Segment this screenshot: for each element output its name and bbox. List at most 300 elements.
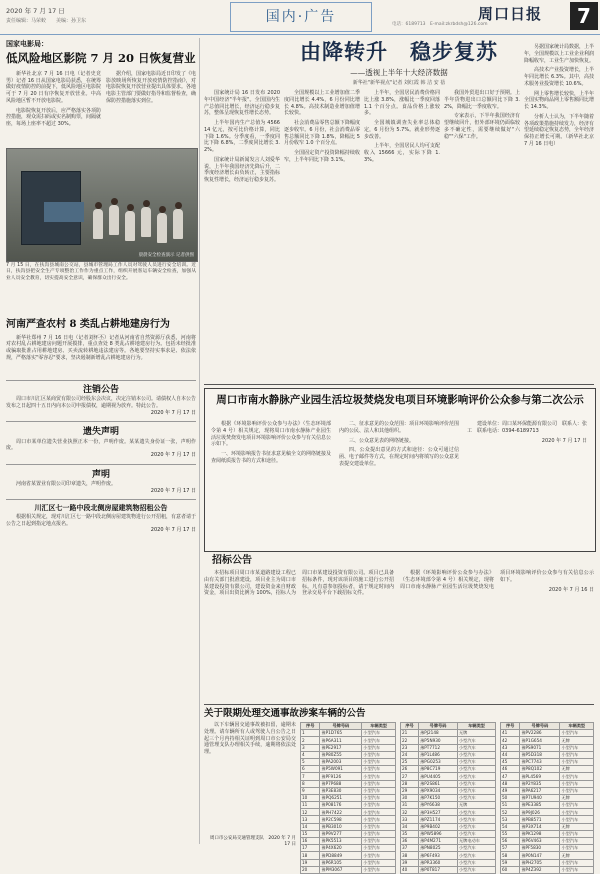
- table-cell: 豫P6F493: [419, 852, 458, 859]
- table-row: [501, 845, 594, 852]
- table-cell: 小型汽车: [362, 758, 396, 765]
- table-cell: 豫P5W091: [320, 766, 362, 773]
- table-row: [401, 744, 496, 751]
- table-cell: 小型汽车: [457, 751, 495, 758]
- photo-vehicle: [21, 171, 81, 245]
- notice-body: 周口市某单位遗失营业执照正本一份，声明作废。某某遗失身份证一张，声明作废。: [6, 438, 196, 452]
- table-cell: 50: [501, 794, 520, 801]
- table-cell: 无牌: [560, 737, 594, 744]
- table-cell: 27: [401, 773, 419, 780]
- table-cell: 豫P0T817: [419, 866, 458, 873]
- table-cell: 14: [301, 823, 320, 830]
- table-row: [301, 794, 396, 801]
- table-cell: 小型汽车: [362, 794, 396, 801]
- table-cell: 9: [301, 787, 320, 794]
- table-cell: 小型汽车: [457, 744, 495, 751]
- table-cell: 豫P80Z55: [320, 751, 362, 758]
- bid-body-cont: [400, 570, 594, 593]
- table-cell: 小型汽车: [457, 852, 495, 859]
- table-row: [301, 859, 396, 866]
- table-cell: 豫P4M271: [419, 838, 458, 845]
- table-cell: 30: [401, 794, 419, 801]
- notice: [6, 504, 196, 534]
- contact-line: 电话：6189713 E-mail:zkrbdsh@126.com: [392, 22, 488, 27]
- table-cell: 无牌: [560, 852, 594, 859]
- table-cell: 豫PB3010: [320, 823, 362, 830]
- table-cell: 豫PW5896: [419, 830, 458, 837]
- table-row: [401, 737, 496, 744]
- cinema-paragraph: 新华社北京 7 月 16 日电（记者史竞男）记者 16 日从国家电影局获悉，在统筹做好疫情防控的前提下，低风险地区电影院可于 7 月 20 日有序恢复开放营业。中高风险地区暂不开放电影院。: [6, 70, 102, 104]
- table-cell: 豫PZ1174: [419, 816, 458, 823]
- table-cell: 小型汽车: [457, 758, 495, 765]
- page-number: 7: [570, 2, 598, 30]
- section-title: 国内·广告: [230, 2, 372, 32]
- table-row: [301, 773, 396, 780]
- eia-paragraph: 三、公众意见表的网络链接。: [349, 437, 415, 444]
- table-row: [501, 758, 594, 765]
- table-cell: 小型汽车: [560, 809, 594, 816]
- table-cell: 31: [401, 802, 419, 809]
- table-cell: 44: [501, 751, 520, 758]
- economy-paragraph: 全国城镇调查失业率总体稳定，6 月份为 5.7%。就业形势逐步改善。: [364, 120, 440, 140]
- table-cell: 豫PF5830: [520, 845, 560, 852]
- table-row: [501, 859, 594, 866]
- table-cell: 小型汽车: [362, 787, 396, 794]
- eia-paragraph: 一、环境影响报告书征求意见稿全文的网络链接及查阅纸质报告书的方式和途径。: [211, 451, 332, 464]
- table-cell: 小型汽车: [457, 823, 495, 830]
- table-cell: 豫PB8571: [520, 816, 560, 823]
- eia-col-1: [211, 421, 331, 468]
- column-header: 号牌号码: [419, 723, 458, 730]
- table-row: [301, 737, 396, 744]
- table-cell: 3: [301, 744, 320, 751]
- table-cell: 29: [401, 787, 419, 794]
- notice: [6, 469, 196, 495]
- header-rule: [0, 34, 600, 35]
- table-row: [401, 845, 496, 852]
- table-cell: 豫PN8025: [419, 845, 458, 852]
- table-cell: 豫P8Q102: [520, 766, 560, 773]
- vehicle-table: [500, 722, 594, 874]
- table-cell: 豫PH2705: [520, 859, 560, 866]
- table-cell: 39: [401, 859, 419, 866]
- table-row: [501, 744, 594, 751]
- cinema-kicker: 国家电影局：: [6, 40, 48, 48]
- table-row: [301, 852, 396, 859]
- table-row: [301, 730, 396, 737]
- table-cell: 小型汽车: [457, 866, 495, 873]
- table-cell: 37: [401, 845, 419, 852]
- economy-byline: 新华社"新华视点"记者 刘红霞 韩 洁 安 蓓: [352, 80, 446, 87]
- table-cell: 38: [401, 852, 419, 859]
- economy-paragraph: 国家统计局 16 日发布 2020 年中国经济"半年报"。全国国内生产总值同比增长，经济运行稳步复苏，整体呈现恢复性增长态势。: [204, 90, 280, 117]
- table-cell: 豫PF9126: [320, 773, 362, 780]
- bid-date: 2020 年 7 月 16 日: [548, 586, 594, 593]
- table-cell: 小型汽车: [362, 730, 396, 737]
- economy-paragraph: 我国外贸进出口好于预期。上半年货物进出口总额同比下降 3.2%，降幅比一季度收窄。: [444, 90, 520, 110]
- table-row: [501, 802, 594, 809]
- table-cell: 无牌: [560, 823, 594, 830]
- table-row: [401, 758, 496, 765]
- table-row: [401, 838, 496, 845]
- economy-paragraph: 专家表示，下半年我国经济有望继续回升，但外部环境仍面临较多不确定性，需要继续做好"六稳""六保"工作。: [444, 113, 520, 140]
- table-cell: 豫P0N147: [520, 852, 560, 859]
- table-cell: 小型汽车: [362, 859, 396, 866]
- eia-paragraph: 根据《环境影响评价公众参与办法》（生态环境部令第 4 号）相关规定，现将周口市南水静脉产业园生活垃圾焚烧发电项目环境影响评价公众参与有关信息公示如下。: [211, 421, 332, 448]
- notice-title: 川汇区七一路中段北侧房屋建筑物招租公告: [34, 504, 168, 513]
- cinema-body-col-1: [6, 71, 101, 131]
- economy-col-1: [204, 90, 280, 187]
- table-cell: 58: [501, 852, 520, 859]
- table-row: [301, 744, 396, 751]
- table-cell: 小型汽车: [560, 866, 594, 873]
- table-cell: 小型汽车: [362, 751, 396, 758]
- notice-title: 遗失声明: [82, 427, 119, 438]
- table-cell: 20: [301, 866, 320, 873]
- table-cell: 41: [501, 730, 520, 737]
- table-row: [401, 730, 496, 737]
- table-cell: 豫P3X714: [520, 823, 560, 830]
- notice: [6, 426, 196, 458]
- table-cell: 无牌: [457, 730, 495, 737]
- table-cell: 59: [501, 859, 520, 866]
- table-cell: 豫PX9034: [419, 787, 458, 794]
- table-row: [401, 802, 496, 809]
- column-header: 号牌号码: [320, 723, 362, 730]
- table-row: [501, 866, 594, 873]
- table-cell: 16: [301, 838, 320, 845]
- table-cell: 52: [501, 809, 520, 816]
- economy-col-3: [364, 90, 440, 167]
- table-cell: 小型汽车: [362, 766, 396, 773]
- table-row: [301, 766, 396, 773]
- economy-paragraph: 高技术产业投资增长，上半年同比增长 6.3%。其中，高技术服务业投资增长 10.6%。: [524, 67, 595, 87]
- economy-paragraph: 全国规模以上工业增加值二季度同比增长 4.4%，6 月份同比增长 4.8%。高技术制造业增加值增长较快。: [284, 90, 360, 117]
- table-row: [301, 845, 396, 852]
- notice-body: 周口市川汇区某商贸有限公司经股东会决议，决定注销本公司。请债权人自本公告发布之日起四十五日内向本公司申报债权，逾期视为放弃。特此公告。: [6, 396, 197, 409]
- table-cell: 小型汽车: [362, 780, 396, 787]
- table-cell: 豫PA2003: [320, 758, 362, 765]
- notice-date: 2020 年 7 月 17 日: [150, 409, 196, 416]
- table-cell: 小型汽车: [560, 859, 594, 866]
- eia-paragraph: 四、公众提出意见的方式和途径：公众可通过信函、电子邮件等方式，在规定时间内将填写的公众意见表提交建设单位。: [339, 447, 460, 467]
- table-cell: 60: [501, 866, 520, 873]
- vehicle-table: [400, 722, 496, 874]
- table-row: [401, 780, 496, 787]
- eia-paragraph: 二、征求意见的公众范围：项目环境影响评价范围内的公民、法人和其他组织。: [339, 421, 460, 434]
- table-cell: 56: [501, 838, 520, 845]
- table-row: [401, 751, 496, 758]
- table-row: [501, 766, 594, 773]
- table-row: [501, 787, 594, 794]
- vehicle-intro: [204, 722, 296, 759]
- table-cell: 小型汽车: [560, 802, 594, 809]
- vehicle-notice: [204, 708, 594, 872]
- cinema-article: [6, 40, 196, 131]
- table-row: [501, 794, 594, 801]
- column-header: 序号: [501, 723, 520, 730]
- table-cell: 小型汽车: [560, 816, 594, 823]
- news-photo: [6, 148, 198, 262]
- notice-title: 声明: [91, 469, 110, 480]
- table-cell: 8: [301, 780, 320, 787]
- table-cell: 豫PD8849: [320, 852, 362, 859]
- table-cell: 28: [401, 780, 419, 787]
- table-cell: 豫PH7422: [320, 809, 362, 816]
- table-cell: 豫P9J026: [520, 809, 560, 816]
- table-cell: 豫PQ6251: [320, 794, 362, 801]
- bid-paragraph: 本招标项目周口市某道路建设工程已由有关部门批准建设，项目业主为周口市某建设投资有限公司，建设资金来自财政资金，项目出资比例为 100%，招标人为周口市某建设投资有限公司。项目已具备招标条件，现对该项目的施工进行公开招标。凡有意参加投标者，请于规定时间内登录交易平台下载招标文件。: [204, 570, 394, 597]
- table-cell: 33: [401, 816, 419, 823]
- table-row: [401, 809, 496, 816]
- table-cell: 小型汽车: [560, 730, 594, 737]
- cinema-body-col-2: [106, 71, 196, 131]
- table-cell: 豫PJ2148: [419, 730, 458, 737]
- page-header: [0, 0, 600, 34]
- divider: [6, 499, 196, 500]
- table-cell: 24: [401, 751, 419, 758]
- table-cell: 小型汽车: [457, 773, 495, 780]
- table-cell: 26: [401, 766, 419, 773]
- table-cell: 21: [401, 730, 419, 737]
- table-cell: 小型汽车: [457, 787, 495, 794]
- column-divider: [199, 38, 200, 844]
- notice-date: 2020 年 7 月 17 日: [150, 452, 196, 459]
- table-row: [401, 866, 496, 873]
- table-cell: 豫PC7743: [520, 758, 560, 765]
- table-cell: 小型汽车: [457, 859, 495, 866]
- table-cell: 小型汽车: [560, 845, 594, 852]
- table-cell: 豫P7K150: [419, 794, 458, 801]
- table-cell: 13: [301, 816, 320, 823]
- table-cell: 无牌: [457, 802, 495, 809]
- table-cell: 豫P1D765: [320, 730, 362, 737]
- cinema-paragraph: 据介绍，国家电影局近日印发了《电影放映场所恢复开放疫情防控指南》，对电影院恢复开放营业提出具体要求。各地电影主管部门要做好指导和监督检查，确保防控措施落实到位。: [106, 70, 197, 104]
- table-cell: 豫P6R105: [320, 859, 362, 866]
- table-cell: 豫PK5513: [320, 838, 362, 845]
- notice: [6, 384, 196, 416]
- table-row: [401, 794, 496, 801]
- table-cell: 豫P6V463: [520, 838, 560, 845]
- table-cell: 豫P5N930: [419, 737, 458, 744]
- table-cell: 小型汽车: [362, 838, 396, 845]
- table-cell: 无牌电动车: [457, 838, 495, 845]
- economy-paragraph: 上半年，全国居民人均可支配收入 15666 元，实际下降 1.3%。: [364, 143, 440, 163]
- table-row: [301, 751, 396, 758]
- table-cell: 小型汽车: [362, 845, 396, 852]
- table-cell: 23: [401, 744, 419, 751]
- table-row: [301, 823, 396, 830]
- table-cell: 43: [501, 744, 520, 751]
- economy-col-5: [524, 44, 594, 151]
- table-cell: 4: [301, 751, 320, 758]
- table-cell: 小型汽车: [560, 830, 594, 837]
- table-cell: 10: [301, 794, 320, 801]
- table-row: [401, 787, 496, 794]
- table-cell: 32: [401, 809, 419, 816]
- eia-date: 2020 年 7 月 17 日: [541, 437, 587, 444]
- table-cell: 豫P7U940: [520, 794, 560, 801]
- farmland-headline: 河南严查农村 8 类乱占耕地建房行为: [6, 319, 170, 330]
- table-row: [301, 802, 396, 809]
- economy-headline: 由降转升 稳步复苏: [300, 39, 498, 64]
- issue-date: 2020 年 7 月 17 日: [6, 7, 65, 15]
- table-row: [301, 787, 396, 794]
- table-cell: 46: [501, 766, 520, 773]
- table-row: [401, 773, 496, 780]
- table-row: [301, 780, 396, 787]
- economy-paragraph: 上半年，全国居民消费价格同比上涨 3.8%，涨幅比一季度回落 1.1 个百分点。食品价格上涨较多。: [364, 90, 440, 117]
- economy-paragraph: 社会消费品零售总额下降幅度逐步收窄。6 月份，社会消费品零售总额同比下降 1.8%，降幅比 5 月份收窄 1.0 个百分点。: [284, 120, 360, 147]
- table-cell: 小型汽车: [560, 787, 594, 794]
- table-cell: 豫P4X620: [320, 845, 362, 852]
- table-cell: 5: [301, 758, 320, 765]
- table-cell: 小型汽车: [560, 773, 594, 780]
- table-cell: 17: [301, 845, 320, 852]
- table-cell: 小型汽车: [362, 830, 396, 837]
- table-cell: 豫PG0253: [419, 758, 458, 765]
- column-header: 车辆类型: [560, 723, 594, 730]
- economy-col-4: [444, 90, 520, 143]
- column-header: 序号: [301, 723, 320, 730]
- vehicle-title: 关于限期处理交通事故涉案车辆的公告: [204, 708, 366, 719]
- table-cell: 55: [501, 830, 520, 837]
- economy-paragraph: 分析人士认为，下半年随着各项政策措施持续发力，经济有望延续稳定恢复态势，全年经济保持正增长可期。（新华社北京 7 月 16 日电）: [524, 113, 595, 147]
- table-cell: 小型汽车: [457, 830, 495, 837]
- cinema-headline: 低风险地区影院 7 月 20 日恢复营业: [6, 51, 196, 66]
- column-header: 序号: [401, 723, 419, 730]
- table-cell: 豫P2C598: [320, 816, 362, 823]
- table-cell: 小型汽车: [362, 744, 396, 751]
- notice-body: 河南省某置业有限公司印章遗失，声明作废。: [16, 480, 117, 487]
- table-cell: 豫PA6217: [520, 787, 560, 794]
- cinema-paragraph: 电影院恢复开放后，应严格落实各项防控措施，观众需扫码或实名制购票，间隔就座，每场上座率不超过 30%。: [6, 107, 102, 128]
- table-cell: 小型汽车: [560, 838, 594, 845]
- table-row: [501, 773, 594, 780]
- table-row: [501, 751, 594, 758]
- table-row: [501, 838, 594, 845]
- eia-contact: 建设单位：周口某环保能源有限公司 联系人：张工 联系电话：0394-6189713: [467, 421, 588, 434]
- table-row: [501, 852, 594, 859]
- table-row: [301, 809, 396, 816]
- table-cell: 无牌: [560, 766, 594, 773]
- newspaper-brand: 周口日报: [478, 5, 543, 23]
- table-cell: 豫PV2286: [520, 730, 560, 737]
- table-cell: 小型汽车: [560, 758, 594, 765]
- table-cell: 2: [301, 737, 320, 744]
- table-cell: 54: [501, 823, 520, 830]
- table-row: [501, 730, 594, 737]
- table-cell: 豫P1L486: [419, 751, 458, 758]
- table-cell: 豫PK1298: [520, 830, 560, 837]
- table-cell: 豫P4Z392: [520, 866, 560, 873]
- table-cell: 小型汽车: [362, 866, 396, 873]
- table-cell: 豫PM3067: [320, 866, 362, 873]
- table-cell: 小型汽车: [457, 809, 495, 816]
- table-cell: 6: [301, 766, 320, 773]
- table-cell: 18: [301, 852, 320, 859]
- table-row: [301, 758, 396, 765]
- table-row: [401, 859, 496, 866]
- table-row: [501, 823, 594, 830]
- table-cell: 小型汽车: [457, 780, 495, 787]
- table-cell: 豫P3H527: [419, 809, 458, 816]
- column-header: 车辆类型: [362, 723, 396, 730]
- bid-body: [204, 570, 394, 599]
- bid-title: 招标公告: [212, 555, 252, 566]
- table-cell: 53: [501, 816, 520, 823]
- table-cell: 36: [401, 838, 419, 845]
- table-cell: 小型汽车: [362, 802, 396, 809]
- cinema-body: [6, 71, 196, 131]
- table-cell: 40: [401, 866, 419, 873]
- table-cell: 51: [501, 802, 520, 809]
- table-row: [401, 766, 496, 773]
- economy-paragraph: 全国固定资产投资降幅持续收窄，上半年同比下降 3.1%。: [284, 150, 360, 163]
- table-row: [301, 830, 396, 837]
- table-cell: 45: [501, 758, 520, 765]
- economy-paragraph: 网上零售增长较快，上半年全国实物商品网上零售额同比增长 14.3%。: [524, 90, 595, 110]
- farmland-paragraph: 新华社郑州 7 月 16 日电（记者刘怀丕）记者从河南省自然资源厅获悉，河南将对农村乱占耕地建房问题开展摸排，重点查处 8 类乱占耕地建房行为。包括未经批准或骗取批准占用耕地建房、买卖流转耕地违法建房等。各地要坚持实事求是、依法依规，严格落实"零容忍"要求，坚决遏制新增乱占耕地建房行为。: [6, 334, 196, 361]
- divider: [204, 704, 594, 705]
- eia-col-3: [467, 421, 587, 444]
- vehicle-signoff: 周口市公安局交通管理支队 2020 年 7 月 17 日: [209, 836, 296, 848]
- table-cell: 47: [501, 773, 520, 780]
- table-cell: 小型汽车: [457, 766, 495, 773]
- table-cell: 57: [501, 845, 520, 852]
- table-cell: 22: [401, 737, 419, 744]
- table-cell: 小型汽车: [362, 852, 396, 859]
- table-row: [301, 866, 396, 873]
- table-cell: 豫P3E830: [320, 787, 362, 794]
- eia-col-2: [339, 421, 459, 471]
- farmland-body: [6, 335, 196, 362]
- table-cell: 小型汽车: [457, 794, 495, 801]
- table-cell: 无牌: [560, 794, 594, 801]
- photo-text: 7 月 15 日，在扶沟县城南公交站，县城市管理局工作人员对驾驶人员进行安全培训。近日，扶沟县把安全生产专项整治工作作为重点工作，组织开展客运车辆安全检查，加强从业人员安全教育，切实提高安全意识，确保群众出行安全。: [6, 263, 196, 281]
- table-cell: 豫P9V277: [320, 830, 362, 837]
- table-cell: 小型汽车: [362, 737, 396, 744]
- editor-line: 责任编辑：马荣蛟 美编：孙卫东: [6, 18, 87, 24]
- table-cell: 35: [401, 830, 419, 837]
- bid-notice: [204, 554, 594, 704]
- table-cell: 11: [301, 802, 320, 809]
- table-cell: 豫P5D318: [520, 751, 560, 758]
- table-row: [401, 816, 496, 823]
- table-cell: 小型汽车: [457, 845, 495, 852]
- table-row: [301, 816, 396, 823]
- table-cell: 豫P08176: [320, 802, 362, 809]
- table-cell: 豫P7P688: [320, 780, 362, 787]
- table-cell: 豫PU4405: [419, 773, 458, 780]
- economy-col-2: [284, 90, 360, 167]
- notice-date: 2020 年 7 月 17 日: [150, 527, 196, 534]
- table-cell: 小型汽车: [560, 744, 594, 751]
- vehicle-intro-text: 以下车辆因交通事故被扣留，逾期未处理。请车辆所有人或驾驶人自公告之日起三个月内持相关证明到周口市公安局交通管理支队办理相关手续，逾期将依法处理。: [204, 722, 296, 755]
- notice-title: 注销公告: [82, 385, 119, 395]
- table-cell: 1: [301, 730, 320, 737]
- eia-title: 周口市南水静脉产业园生活垃圾焚烧发电项目环境影响评价公众参与第二次公示: [216, 394, 584, 406]
- table-cell: 豫PY6638: [419, 802, 458, 809]
- table-cell: 小型汽车: [362, 773, 396, 780]
- economy-paragraph: 另据国家统计局数据，上半年，全国规模以上工业企业利润降幅收窄，工业生产加快恢复。: [524, 44, 595, 64]
- vehicle-table: [300, 722, 396, 874]
- table-cell: 豫PE3385: [520, 802, 560, 809]
- table-row: [501, 809, 594, 816]
- table-cell: 12: [301, 809, 320, 816]
- divider: [6, 464, 196, 465]
- eia-notice: [204, 388, 596, 552]
